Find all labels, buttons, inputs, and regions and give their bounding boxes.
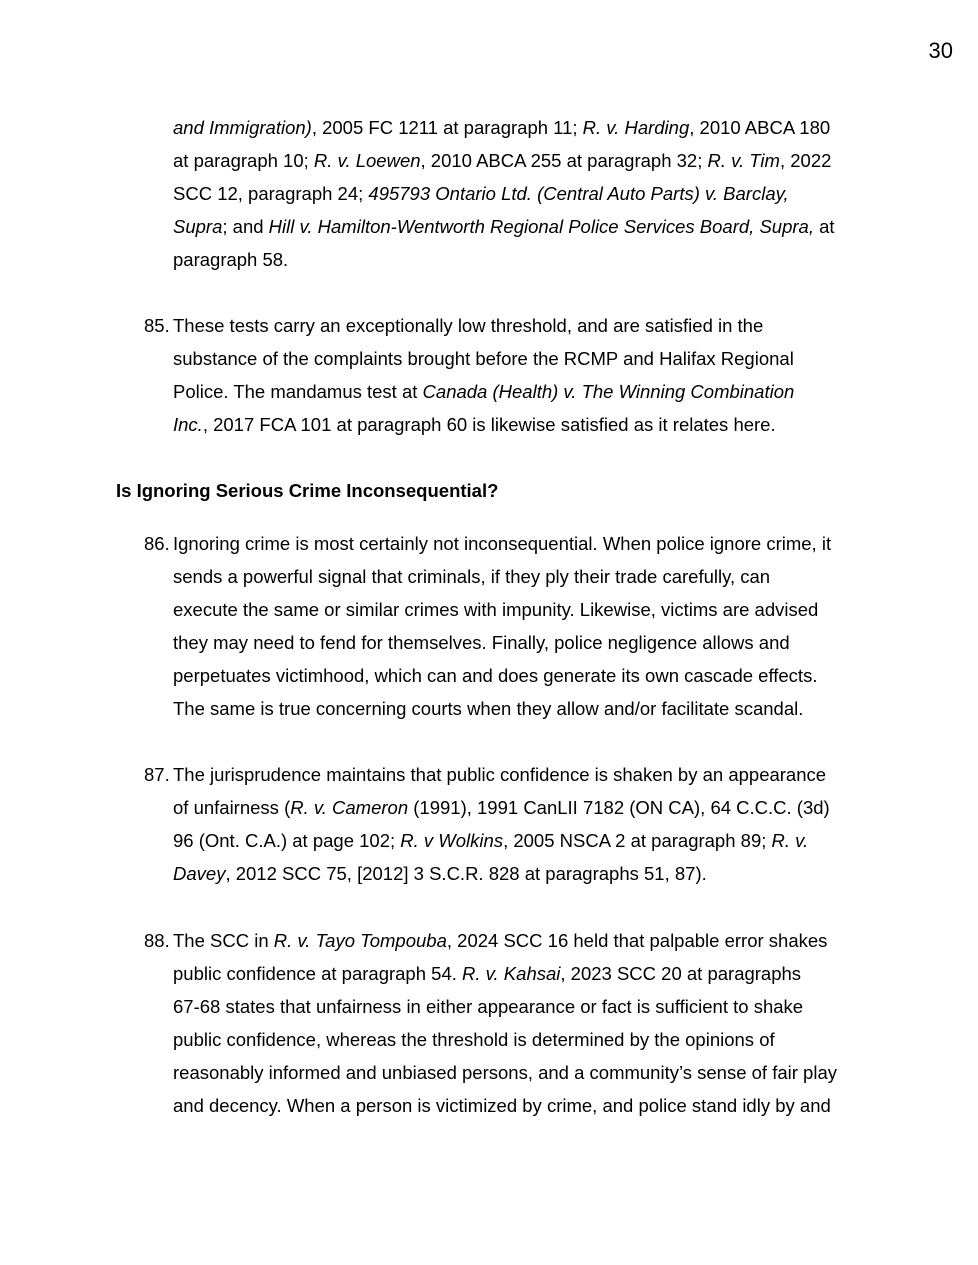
text-line xyxy=(173,342,868,375)
italic-citation: R. v. Tim xyxy=(707,150,780,171)
text-line xyxy=(173,527,868,560)
text-run: execute the same or similar crimes with impunity. Likewise, victims are advised xyxy=(173,599,819,620)
text-run: The same is true concerning courts when they allow and/or facilitate scandal. xyxy=(173,698,804,719)
text-run: , 2023 SCC 20 at paragraphs xyxy=(560,963,802,984)
text-run: These tests carry an exceptionally low threshold, and are satisfied in the xyxy=(173,315,764,336)
paragraph-number: 86. xyxy=(144,533,170,554)
text-run: at paragraph 10; xyxy=(173,150,314,171)
text-line xyxy=(173,957,868,990)
paragraph-84-continuation xyxy=(173,111,868,276)
text-run: The jurisprudence maintains that public confidence is shaken by an appearance xyxy=(173,764,827,785)
text-run: they may need to fend for themselves. Finally, police negligence allows and xyxy=(173,632,790,653)
text-line xyxy=(173,857,868,890)
italic-citation: R. v. Harding xyxy=(582,117,690,138)
text-run: sends a powerful signal that criminals, if they ply their trade carefully, can xyxy=(173,566,771,587)
text-line xyxy=(173,111,868,144)
text-line xyxy=(173,990,868,1023)
italic-citation: R. v. Cameron xyxy=(290,797,409,818)
text-run: , 2012 SCC 75, [2012] 3 S.C.R. 828 at paragraphs 51, 87). xyxy=(225,863,707,884)
text-run: , 2010 ABCA 180 xyxy=(689,117,831,138)
paragraph-number: 88. xyxy=(144,930,170,951)
text-line xyxy=(173,626,868,659)
text-run: and decency. When a person is victimized by crime, and police stand idly by and xyxy=(173,1095,831,1116)
text-run: , 2010 ABCA 255 at paragraph 32; xyxy=(420,150,708,171)
text-line xyxy=(173,309,868,342)
text-run: Police. The mandamus test at xyxy=(173,381,423,402)
text-run: of unfairness ( xyxy=(173,797,291,818)
text-run: (1991), 1991 CanLII 7182 (ON CA), 64 C.C.C. (3d) xyxy=(408,797,830,818)
paragraph-85 xyxy=(144,309,868,441)
text-run: perpetuates victimhood, which can and does generate its own cascade effects. xyxy=(173,665,818,686)
text-run: , 2017 FCA 101 at paragraph 60 is likewise satisfied as it relates here. xyxy=(202,414,776,435)
paragraph-86 xyxy=(144,527,868,725)
text-run: at xyxy=(813,216,835,237)
text-line xyxy=(173,758,868,791)
italic-citation: R. v. xyxy=(771,830,809,851)
text-line xyxy=(173,924,868,957)
text-run: SCC 12, paragraph 24; xyxy=(173,183,369,204)
text-run: The SCC in xyxy=(173,930,274,951)
text-run: ; and xyxy=(222,216,269,237)
text-run: public confidence at paragraph 54. xyxy=(173,963,463,984)
italic-citation: R. v. Loewen xyxy=(313,150,421,171)
text-run: reasonably informed and unbiased persons, and a community’s sense of fair play xyxy=(173,1062,837,1083)
italic-citation: Inc. xyxy=(173,414,203,435)
page-number: 30 xyxy=(928,38,953,63)
text-run: , 2022 xyxy=(779,150,832,171)
text-line xyxy=(173,692,868,725)
italic-citation: Canada (Health) v. The Winning Combination xyxy=(422,381,795,402)
italic-citation: R. v. Tayo Tompouba xyxy=(273,930,447,951)
text-line xyxy=(173,824,868,857)
text-line xyxy=(173,659,868,692)
section-heading: Is Ignoring Serious Crime Inconsequential? xyxy=(116,480,499,501)
text-line xyxy=(173,243,868,276)
paragraph-87 xyxy=(144,758,868,890)
italic-citation: Supra xyxy=(173,216,223,237)
paragraph-number: 87. xyxy=(144,764,170,785)
text-line xyxy=(173,408,868,441)
text-run: 96 (Ont. C.A.) at page 102; xyxy=(173,830,401,851)
text-line xyxy=(173,560,868,593)
text-run: Ignoring crime is most certainly not inconsequential. When police ignore crime, it xyxy=(173,533,832,554)
italic-citation: Hill v. Hamilton-Wentworth Regional Police Services Board, Supra, xyxy=(268,216,814,237)
italic-citation: R. v. Kahsai xyxy=(462,963,561,984)
text-line xyxy=(173,144,868,177)
text-line xyxy=(173,1089,868,1122)
italic-citation: and Immigration) xyxy=(173,117,312,138)
text-line xyxy=(173,375,868,408)
paragraph-88 xyxy=(144,924,868,1122)
italic-citation: R. v Wolkins xyxy=(400,830,504,851)
italic-citation: 495793 Ontario Ltd. (Central Auto Parts) v. Barclay, xyxy=(368,183,789,204)
text-run: , 2005 NSCA 2 at paragraph 89; xyxy=(503,830,772,851)
text-run: substance of the complaints brought before the RCMP and Halifax Regional xyxy=(173,348,794,369)
text-line xyxy=(173,1023,868,1056)
text-line xyxy=(173,1056,868,1089)
text-line xyxy=(173,593,868,626)
text-run: public confidence, whereas the threshold is determined by the opinions of xyxy=(173,1029,775,1050)
text-run: , 2024 SCC 16 held that palpable error shakes xyxy=(446,930,828,951)
paragraph-number: 85. xyxy=(144,315,170,336)
italic-citation: Davey xyxy=(173,863,226,884)
text-run: 67-68 states that unfairness in either appearance or fact is sufficient to shake xyxy=(173,996,804,1017)
text-run: paragraph 58. xyxy=(173,249,289,270)
text-run: , 2005 FC 1211 at paragraph 11; xyxy=(311,117,583,138)
text-line xyxy=(173,177,868,210)
text-line xyxy=(173,791,868,824)
text-line xyxy=(173,210,868,243)
